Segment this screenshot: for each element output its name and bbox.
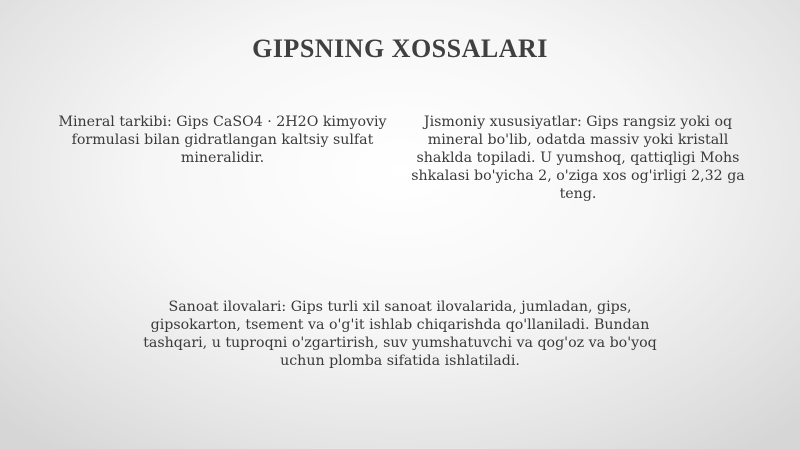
slide-title: GIPSNING XOSSALARI [252, 34, 548, 63]
physical-properties-text: Jismoniy xususiyatlar: Gips rangsiz yoki oq mineral bo'lib, odatda massiv yoki kristall shaklda topiladi. U yumshoq, qattiqligi Mohs shkalasi bo'yicha 2, o'ziga xos og'irligi 2,32 ga teng. [411, 114, 745, 202]
mineral-composition-text: Mineral tarkibi: Gips CaSO4 · 2H2O kimyoviy formulasi bilan gidratlangan kaltsiy sulfat mineralidir. [58, 114, 387, 166]
industrial-applications-text: Sanoat ilovalari: Gips turli xil sanoat ilovalarida, jumladan, gips, gipsokarton, tsement va o'g'it ishlab chiqarishda qo'llaniladi. Bundan tashqari, u tuproqni o'zgartirish, suv yumshatuvchi va qog'oz va bo'yoq uchun plomba sifatida ishlatiladi. [143, 299, 657, 369]
